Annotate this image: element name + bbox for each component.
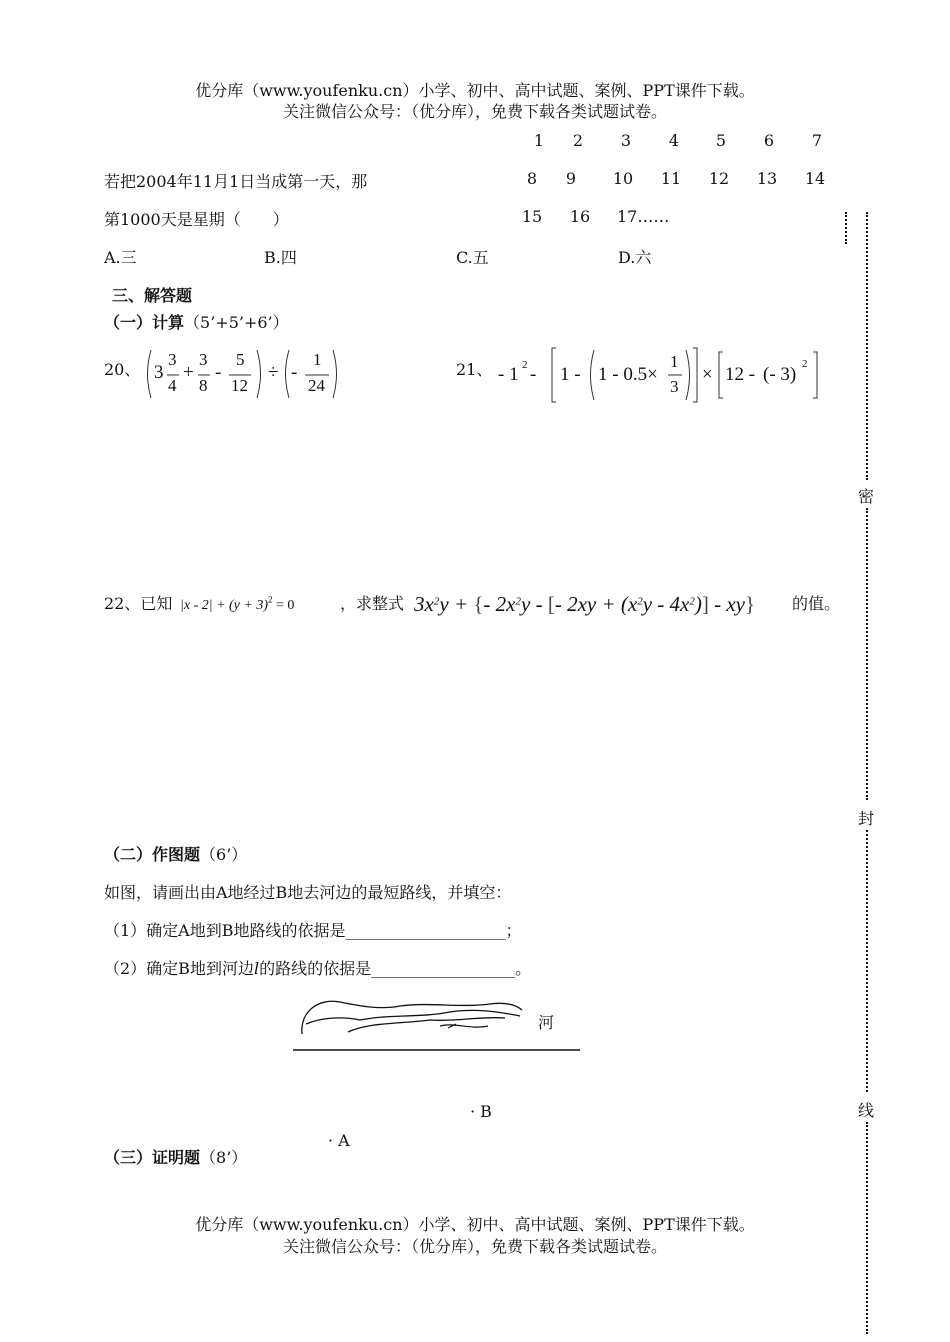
calendar-cell: 5 (715, 131, 727, 150)
q20-div: ÷ (268, 362, 279, 383)
part1-title: （一）计算 (104, 313, 185, 332)
seal-char-feng: 封 (858, 809, 875, 828)
point-a-label: · A (328, 1131, 350, 1150)
q21-sup-f: 2 (802, 358, 808, 370)
q20-f4-den: 24 (308, 376, 325, 395)
calendar-cell: 17…… (617, 207, 670, 226)
q21-frac-num: 1 (670, 352, 679, 371)
header-line-2: 关注微信公众号：（优分库），免费下载各类试题试卷。 (282, 102, 667, 121)
part2-heading (104, 842, 247, 865)
q22-expr-8: ) (694, 592, 702, 616)
q22-cond-eq: = 0 (272, 598, 295, 613)
part1-points: （5’+5’+6’） (184, 313, 289, 332)
q20-whole: 3 (154, 362, 164, 383)
q22-expr-sup4: 2 (689, 595, 695, 608)
q22-expr-6: (x (620, 592, 638, 616)
q22-condition (180, 594, 294, 614)
seal-dots-2 (866, 508, 868, 800)
q20-plus: + (183, 362, 194, 383)
q22-brace-close-1: } (745, 592, 756, 616)
calendar-cell: 12 (708, 169, 730, 188)
q20-f3-den: 12 (231, 376, 248, 395)
q22-expr-sup1: 2 (433, 595, 440, 608)
seal-dots-short (845, 212, 847, 244)
q22-expr-3: - 2x (483, 592, 516, 616)
option-a: A.三 (104, 248, 137, 267)
seal-dots-4 (866, 1122, 868, 1334)
q22-label: 22、已知 (104, 594, 173, 613)
part2-q2-end: 的路线的依据是__________________。 (259, 959, 532, 978)
q21-part-a: - 1 (498, 364, 519, 385)
q21-times: × (702, 364, 713, 385)
footer-line-1: 优分库（www.youfenku.cn）小学、初中、高中试题、案例、PPT课件下载。 (195, 1215, 755, 1234)
q21-part-b: - (530, 364, 537, 385)
part3-heading (104, 1145, 247, 1168)
seal-dots-1 (866, 212, 868, 480)
option-d: D.六 (618, 248, 652, 267)
seal-char-xian: 线 (858, 1101, 875, 1120)
q21-frac-den: 3 (670, 377, 679, 396)
q20-f2-den: 8 (199, 376, 208, 395)
part2-intro: 如图，请画出由A地经过B地去河边的最短路线，并填空： (104, 883, 512, 902)
q20-f4-num: 1 (313, 350, 322, 369)
q21-label: 21、 (456, 360, 493, 379)
footer-line-2: 关注微信公众号：（优分库），免费下载各类试题试卷。 (282, 1237, 667, 1256)
q22-expr-1: 3x (414, 592, 434, 616)
q20-minus: - (215, 362, 222, 383)
q22-expr-9: - xy (708, 592, 745, 616)
calendar-cell: 6 (763, 131, 775, 150)
q20-f3-num: 5 (236, 350, 245, 369)
option-c: C.五 (456, 248, 489, 267)
part2-title: （二）作图题 (104, 845, 201, 864)
option-b: B.四 (264, 248, 297, 267)
q22-expr-5: - 2xy + (554, 592, 621, 616)
q20-f1-num: 3 (168, 350, 177, 369)
header-line-1: 优分库（www.youfenku.cn）小学、初中、高中试题、案例、PPT课件下载。 (195, 81, 755, 100)
q21-part-c: 1 - (560, 364, 581, 385)
q20-f2-num: 3 (199, 350, 208, 369)
q22-cond-main: |x - 2| + (y + 3) (180, 598, 269, 613)
question-date-line-2: 第1000天是星期（ ） (104, 210, 289, 229)
point-b-label: · B (470, 1102, 492, 1121)
calendar-cell: 11 (660, 169, 682, 188)
q22-expr-sup3: 2 (637, 595, 643, 608)
calendar-cell: 13 (756, 169, 778, 188)
part2-question-2 (104, 956, 531, 979)
q22-cond-sup: 2 (268, 594, 273, 605)
part3-title: （三）证明题 (104, 1148, 201, 1167)
q22-expression (414, 592, 755, 617)
q21-part-e: 12 - (725, 364, 756, 385)
calendar-cell: 1 (533, 131, 545, 150)
calendar-cell: 7 (811, 131, 823, 150)
calendar-cell: 14 (804, 169, 826, 188)
part1-heading (104, 310, 289, 333)
q21-part-f: (- 3) (763, 364, 797, 385)
q22-mid: ，求整式 (340, 594, 405, 613)
q22-expr-2: y + (439, 592, 474, 616)
calendar-cell: 9 (565, 169, 577, 188)
q20-label: 20、 (104, 360, 141, 379)
q22-brace-open-1: { (473, 592, 484, 616)
q20-neg: - (291, 362, 298, 383)
river-label: 河 (538, 1013, 555, 1032)
q22-expr-sup2: 2 (515, 595, 521, 608)
calendar-cell: 8 (526, 169, 538, 188)
seal-dots-3 (866, 830, 868, 1092)
calendar-cell: 3 (620, 131, 632, 150)
calendar-cell: 4 (668, 131, 680, 150)
part2-points: （6’） (200, 845, 248, 864)
question-date-line-1: 若把2004年11月1日当成第一天，那 (104, 172, 368, 191)
calendar-cell: 2 (572, 131, 584, 150)
part2-q2-l: l (253, 959, 260, 978)
part2-q2-start: （2）确定B地到河边 (104, 959, 254, 978)
q21-part-d: 1 - 0.5× (598, 364, 658, 385)
calendar-cell: 10 (612, 169, 634, 188)
calendar-cell: 15 (521, 207, 543, 226)
q22-bracket-open: [ (547, 592, 555, 616)
part3-points: （8’） (200, 1148, 248, 1167)
calendar-cell: 16 (569, 207, 591, 226)
q22-end: 的值。 (792, 594, 841, 613)
q20-f1-den: 4 (168, 376, 177, 395)
section-title: 三、解答题 (112, 286, 193, 305)
q22-expr-4: y - (521, 592, 548, 616)
part2-question-1: （1）确定A地到B地路线的依据是____________________； (104, 921, 522, 940)
q21-sup-a: 2 (522, 359, 528, 371)
q22-bracket-close: ] (701, 592, 709, 616)
seal-char-mi: 密 (858, 487, 875, 506)
q22-expr-7: y - 4x (642, 592, 690, 616)
